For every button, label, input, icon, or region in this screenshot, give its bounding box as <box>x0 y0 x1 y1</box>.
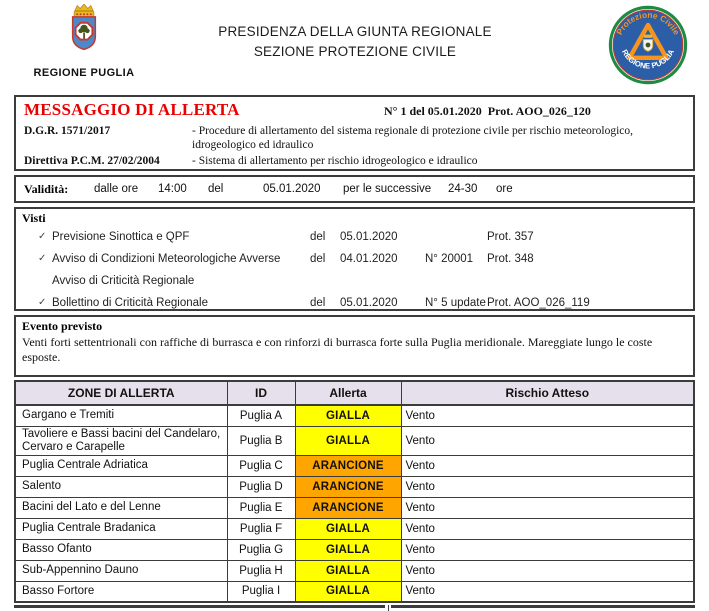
zone-name-cell: Tavoliere e Bassi bacini del Candelaro, Cervaro e Carapelle <box>15 426 227 455</box>
expected-risk-cell: Vento <box>401 581 694 602</box>
visti-item-del: del <box>310 253 326 265</box>
visti-item <box>16 250 693 272</box>
visti-item-label: Previsione Sinottica e QPF <box>52 231 190 243</box>
zone-name-cell: Puglia Centrale Bradanica <box>15 518 227 539</box>
zone-name-cell: Basso Ofanto <box>15 539 227 560</box>
visti-item <box>16 272 693 294</box>
message-reference: N° 1 del 05.01.2020 Prot. AOO_026_120 <box>384 104 591 118</box>
validity-value: per le successive <box>343 183 432 195</box>
agency-title <box>160 22 550 62</box>
table-header-cell: Rischio Atteso <box>401 381 694 405</box>
visti-item-protocol: Prot. 357 <box>487 231 534 243</box>
validity-value: 24-30 <box>448 183 478 195</box>
zone-table-row <box>15 539 694 560</box>
zone-name-cell: Sub-Appennino Dauno <box>15 560 227 581</box>
zone-table-row <box>15 405 694 426</box>
visti-item <box>16 228 693 250</box>
validity-box <box>14 175 695 203</box>
message-title: MESSAGGIO DI ALLERTA <box>24 100 240 119</box>
zone-table-row <box>15 518 694 539</box>
alert-level-cell: GIALLA <box>295 560 401 581</box>
table-header-cell: Allerta <box>295 381 401 405</box>
regione-puglia-crest-icon <box>61 4 107 66</box>
zone-name-cell: Gargano e Tremiti <box>15 405 227 426</box>
visti-item-date: 05.01.2020 <box>340 297 398 309</box>
visti-item-label: Bollettino di Criticità Regionale <box>52 297 208 309</box>
alert-level-cell: ARANCIONE <box>295 476 401 497</box>
visti-item-label: Avviso di Condizioni Meteorologiche Avverse <box>52 253 281 265</box>
zone-id-cell: Puglia A <box>227 405 295 426</box>
regulation-label: D.G.R. 1571/2017 <box>24 125 111 137</box>
expected-risk-cell: Vento <box>401 426 694 455</box>
alert-level-cell: GIALLA <box>295 539 401 560</box>
zone-table-row <box>15 497 694 518</box>
zone-id-cell: Puglia I <box>227 581 295 602</box>
expected-risk-cell: Vento <box>401 497 694 518</box>
visti-item-protocol: Prot. 348 <box>487 253 534 265</box>
regulation-references <box>24 125 685 169</box>
protezione-civile-badge-icon <box>608 5 688 85</box>
validity-value: 05.01.2020 <box>263 183 321 195</box>
regulation-text: - Sistema di allertamento per rischio idrogeologico e idraulico <box>192 155 478 167</box>
message-title-box <box>14 95 695 171</box>
checkmark-icon: ✓ <box>38 231 47 242</box>
alert-level-cell: ARANCIONE <box>295 455 401 476</box>
agency-line2: SEZIONE PROTEZIONE CIVILE <box>253 44 457 59</box>
zone-table-row <box>15 560 694 581</box>
alert-zones-table <box>14 380 695 603</box>
expected-risk-cell: Vento <box>401 405 694 426</box>
visti-title: Visti <box>22 211 46 225</box>
alert-level-cell: ARANCIONE <box>295 497 401 518</box>
checkmark-icon: ✓ <box>38 297 47 308</box>
validity-value: 14:00 <box>158 183 187 195</box>
expected-risk-cell: Vento <box>401 518 694 539</box>
visti-item-date: 05.01.2020 <box>340 231 398 243</box>
expected-risk-cell: Vento <box>401 476 694 497</box>
zone-id-cell: Puglia B <box>227 426 295 455</box>
event-title: Evento previsto <box>22 319 103 333</box>
zone-name-cell: Basso Fortore <box>15 581 227 602</box>
visti-item-number: N° 5 update <box>425 297 486 309</box>
event-description: Venti forti settentrionali con raffiche di burrasca e con rinforzi di burrasca forte sulla Puglia meridionale. Mareggiate lungo le coste esposte. <box>22 335 653 364</box>
visti-box <box>14 207 695 311</box>
table-header-cell: ZONE DI ALLERTA <box>15 381 227 405</box>
badge-arc-bottom-text: REGIONE PUGLIA <box>619 47 677 71</box>
table-header-cell: ID <box>227 381 295 405</box>
visti-item-del: del <box>310 297 326 309</box>
zone-id-cell: Puglia H <box>227 560 295 581</box>
visti-item-del: del <box>310 231 326 243</box>
expected-risk-cell: Vento <box>401 455 694 476</box>
validity-value: dalle ore <box>94 183 139 195</box>
visti-item-date: 04.01.2020 <box>340 253 398 265</box>
validity-label: Validità: <box>24 182 69 196</box>
badge-arc-top-text: Protezione Civile <box>614 9 682 37</box>
visti-item-number: N° 20001 <box>425 253 474 265</box>
alert-level-cell: GIALLA <box>295 426 401 455</box>
zone-id-cell: Puglia D <box>227 476 295 497</box>
zone-id-cell: Puglia C <box>227 455 295 476</box>
zone-id-cell: Puglia E <box>227 497 295 518</box>
alert-level-cell: GIALLA <box>295 581 401 602</box>
regulation-text: - Procedure di allertamento del sistema regionale di protezione civile per rischio meteorologico, idrogeologico ed idraulico <box>192 125 633 151</box>
zone-id-cell: Puglia F <box>227 518 295 539</box>
zone-name-cell: Puglia Centrale Adriatica <box>15 455 227 476</box>
regione-puglia-logo <box>24 4 144 79</box>
next-section-divider <box>388 605 389 611</box>
alert-level-cell: GIALLA <box>295 405 401 426</box>
regulation-reference <box>24 125 685 152</box>
zone-table-row <box>15 476 694 497</box>
agency-line1: PRESIDENZA DELLA GIUNTA REGIONALE <box>218 24 492 39</box>
validity-value: del <box>208 183 224 195</box>
expected-risk-cell: Vento <box>401 539 694 560</box>
checkmark-icon: ✓ <box>38 253 47 264</box>
protezione-civile-logo <box>608 5 688 90</box>
validity-value: ore <box>496 183 513 195</box>
table-header-row <box>15 381 694 405</box>
visti-item <box>16 294 693 316</box>
event-box <box>14 315 695 377</box>
regulation-label: Direttiva P.C.M. 27/02/2004 <box>24 155 160 167</box>
zone-id-cell: Puglia G <box>227 539 295 560</box>
zone-table-row <box>15 581 694 602</box>
visti-item-label: Avviso di Criticità Regionale <box>52 275 195 287</box>
zone-name-cell: Salento <box>15 476 227 497</box>
zone-table-row <box>15 426 694 455</box>
regulation-reference <box>24 155 685 169</box>
visti-item-protocol: Prot. AOO_026_119 <box>487 297 590 309</box>
expected-risk-cell: Vento <box>401 560 694 581</box>
next-section-border-right <box>391 605 695 611</box>
alert-level-cell: GIALLA <box>295 518 401 539</box>
zone-name-cell: Bacini del Lato e del Lenne <box>15 497 227 518</box>
next-section-border-left <box>14 605 385 611</box>
zone-table-row <box>15 455 694 476</box>
left-logo-caption: REGIONE PUGLIA <box>33 67 135 79</box>
